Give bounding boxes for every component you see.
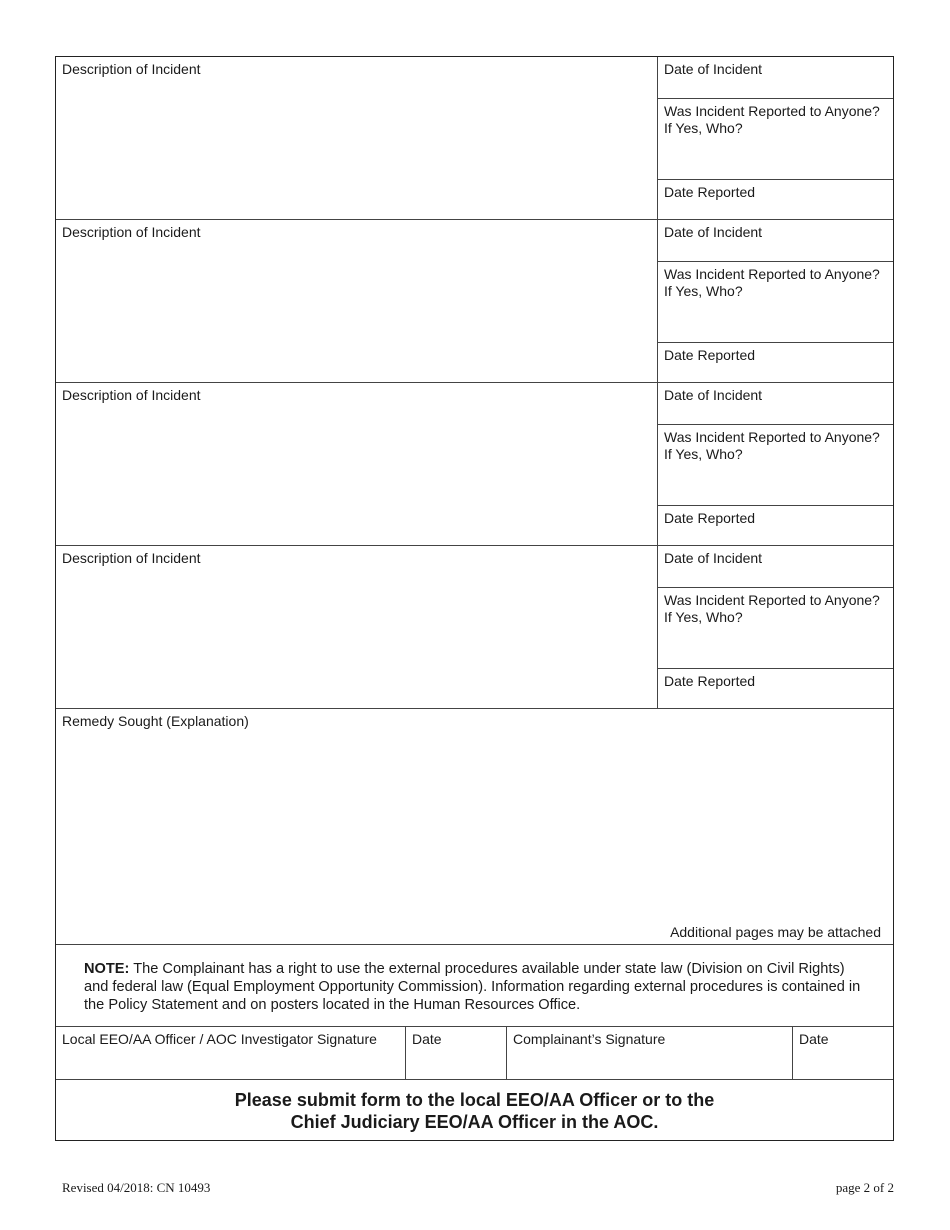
additional-pages-note: Additional pages may be attached <box>670 924 881 940</box>
date-of-incident-label: Date of Incident <box>664 61 763 77</box>
if-yes-who-label: If Yes, Who? <box>664 609 743 625</box>
officer-signature-label: Local EEO/AA Officer / AOC Investigator Signature <box>62 1031 377 1047</box>
note-text: The Complainant has a right to use the external procedures available under state law (Division on Civil Rights) and federal law (Equal Employment Opportunity Commission). Information regarding external procedures is contained in the Policy Statement and on posters located in the Human Resources Office. <box>84 961 861 1013</box>
description-label: Description of Incident <box>62 387 201 403</box>
date-reported-label: Date Reported <box>664 673 756 689</box>
description-field[interactable] <box>56 383 658 545</box>
submit-instructions <box>56 1080 893 1140</box>
incident-block-2 <box>56 220 893 383</box>
date-of-incident-field[interactable] <box>658 546 893 588</box>
incident-block-4 <box>56 546 893 709</box>
officer-signature-field[interactable] <box>56 1027 406 1079</box>
date-of-incident-field[interactable] <box>658 220 893 262</box>
date-of-incident-field[interactable] <box>658 383 893 425</box>
date-of-incident-label: Date of Incident <box>664 224 763 240</box>
date-reported-label: Date Reported <box>664 510 756 526</box>
page-number: page 2 of 2 <box>835 1180 894 1195</box>
submit-line-1: Please submit form to the local EEO/AA Officer or to the <box>234 1090 715 1110</box>
date-reported-label: Date Reported <box>664 184 756 200</box>
date-reported-field[interactable] <box>658 343 893 382</box>
remedy-sought-label: Remedy Sought (Explanation) <box>62 713 249 729</box>
complainant-date-label: Date <box>799 1031 829 1047</box>
description-field[interactable] <box>56 546 658 708</box>
date-reported-field[interactable] <box>658 669 893 708</box>
complainant-date-field[interactable] <box>793 1027 893 1079</box>
reported-to-field[interactable] <box>658 99 893 180</box>
complainant-signature-field[interactable] <box>507 1027 793 1079</box>
date-of-incident-label: Date of Incident <box>664 387 763 403</box>
date-of-incident-label: Date of Incident <box>664 550 763 566</box>
officer-date-field[interactable] <box>406 1027 507 1079</box>
incident-block-1 <box>56 57 893 220</box>
reported-to-label: Was Incident Reported to Anyone? <box>664 429 880 445</box>
if-yes-who-label: If Yes, Who? <box>664 446 743 462</box>
date-reported-field[interactable] <box>658 180 893 219</box>
revision-info: Revised 04/2018: CN 10493 <box>62 1180 211 1195</box>
reported-to-field[interactable] <box>658 262 893 343</box>
if-yes-who-label: If Yes, Who? <box>664 120 743 136</box>
description-label: Description of Incident <box>62 550 201 566</box>
remedy-sought-field[interactable] <box>56 709 893 945</box>
reported-to-field[interactable] <box>658 588 893 669</box>
description-field[interactable] <box>56 220 658 382</box>
description-label: Description of Incident <box>62 61 201 77</box>
if-yes-who-label: If Yes, Who? <box>664 283 743 299</box>
reported-to-label: Was Incident Reported to Anyone? <box>664 103 880 119</box>
reported-to-label: Was Incident Reported to Anyone? <box>664 592 880 608</box>
note-paragraph <box>56 945 893 1027</box>
submit-line-2: Chief Judiciary EEO/AA Officer in the AOC. <box>290 1112 659 1132</box>
note-bold-label: NOTE: <box>84 961 130 977</box>
date-reported-label: Date Reported <box>664 347 756 363</box>
date-reported-field[interactable] <box>658 506 893 545</box>
reported-to-label: Was Incident Reported to Anyone? <box>664 266 880 282</box>
officer-date-label: Date <box>412 1031 442 1047</box>
description-label: Description of Incident <box>62 224 201 240</box>
description-field[interactable] <box>56 57 658 219</box>
reported-to-field[interactable] <box>658 425 893 506</box>
complaint-form <box>55 56 894 1141</box>
date-of-incident-field[interactable] <box>658 57 893 99</box>
complainant-signature-label: Complainant’s Signature <box>513 1031 666 1047</box>
incident-block-3 <box>56 383 893 546</box>
signature-row <box>56 1027 893 1080</box>
